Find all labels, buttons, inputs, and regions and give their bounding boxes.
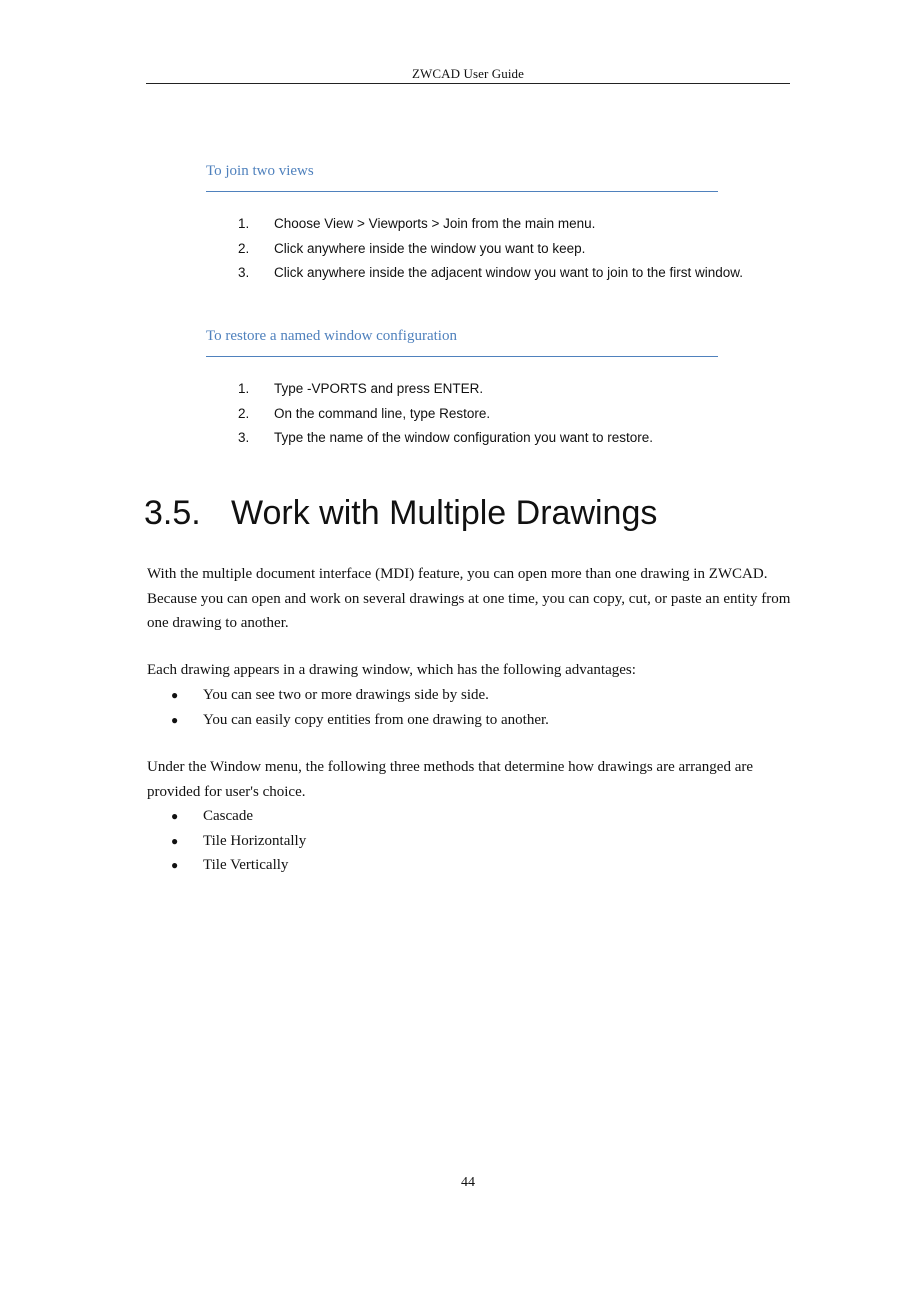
bullet-icon: ●: [171, 712, 179, 727]
list-item: [238, 237, 743, 262]
list-item: [238, 377, 653, 402]
list-item: [171, 853, 306, 878]
advantages-intro: Each drawing appears in a drawing window, which has the following advantages:: [147, 662, 636, 678]
section-title: Work with Multiple Drawings: [231, 494, 658, 532]
methods-list: [171, 804, 306, 878]
list-item: [238, 402, 653, 427]
section-heading: [144, 494, 657, 533]
bullet-text: You can easily copy entities from one drawing to another.: [203, 711, 549, 728]
header-rule: [146, 83, 790, 84]
bullet-icon: ●: [171, 809, 179, 823]
section-number: 3.5.: [144, 494, 201, 532]
bullet-icon: ●: [171, 688, 179, 702]
bullet-text: You can see two or more drawings side by side.: [203, 687, 489, 703]
step-text: Type -VPORTS and press ENTER.: [274, 381, 484, 396]
step-number: 3.: [238, 265, 250, 280]
list-item: [238, 261, 743, 286]
header-title: ZWCAD User Guide: [411, 66, 525, 81]
step-text: On the command line, type Restore.: [274, 405, 491, 421]
bullet-icon: ●: [171, 833, 179, 848]
join-views-rule: [206, 191, 718, 192]
join-views-steps: [238, 212, 743, 286]
step-number: 1.: [238, 216, 250, 231]
bullet-text: Tile Horizontally: [203, 832, 307, 849]
step-number: 2.: [238, 405, 250, 421]
methods-intro: Under the Window menu, the following three methods that determine how drawings are arranged are provided for user's choice.: [147, 759, 754, 800]
join-views-heading: To join two views: [206, 163, 314, 179]
list-item: [238, 426, 653, 451]
restore-config-rule: [206, 356, 718, 357]
step-number: 2.: [238, 240, 250, 256]
restore-config-heading: To restore a named window configuration: [206, 328, 457, 344]
bullet-text: Tile Vertically: [203, 857, 289, 873]
list-item: [238, 212, 743, 237]
step-text: Click anywhere inside the adjacent window you want to join to the first window.: [274, 265, 743, 280]
mdi-intro-paragraph: With the multiple document interface (MDI) feature, you can open more than one drawing in ZWCAD. Because you can open and work on several drawings at one time, you can copy, cut, or paste an entity from one drawing to another.: [147, 566, 791, 631]
list-item: [171, 683, 549, 708]
list-item: [171, 708, 549, 733]
page-number: 44: [461, 1175, 475, 1190]
bullet-text: Cascade: [203, 808, 253, 824]
advantages-list: [171, 683, 549, 732]
list-item: [171, 804, 306, 829]
step-number: 1.: [238, 381, 250, 396]
step-text: Choose View > Viewports > Join from the main menu.: [274, 216, 596, 231]
bullet-icon: ●: [171, 858, 179, 872]
list-item: [171, 829, 306, 854]
step-text: Click anywhere inside the window you want to keep.: [274, 240, 586, 256]
step-text: Type the name of the window configuration you want to restore.: [274, 430, 653, 445]
restore-config-steps: [238, 377, 653, 451]
step-number: 3.: [238, 430, 250, 445]
